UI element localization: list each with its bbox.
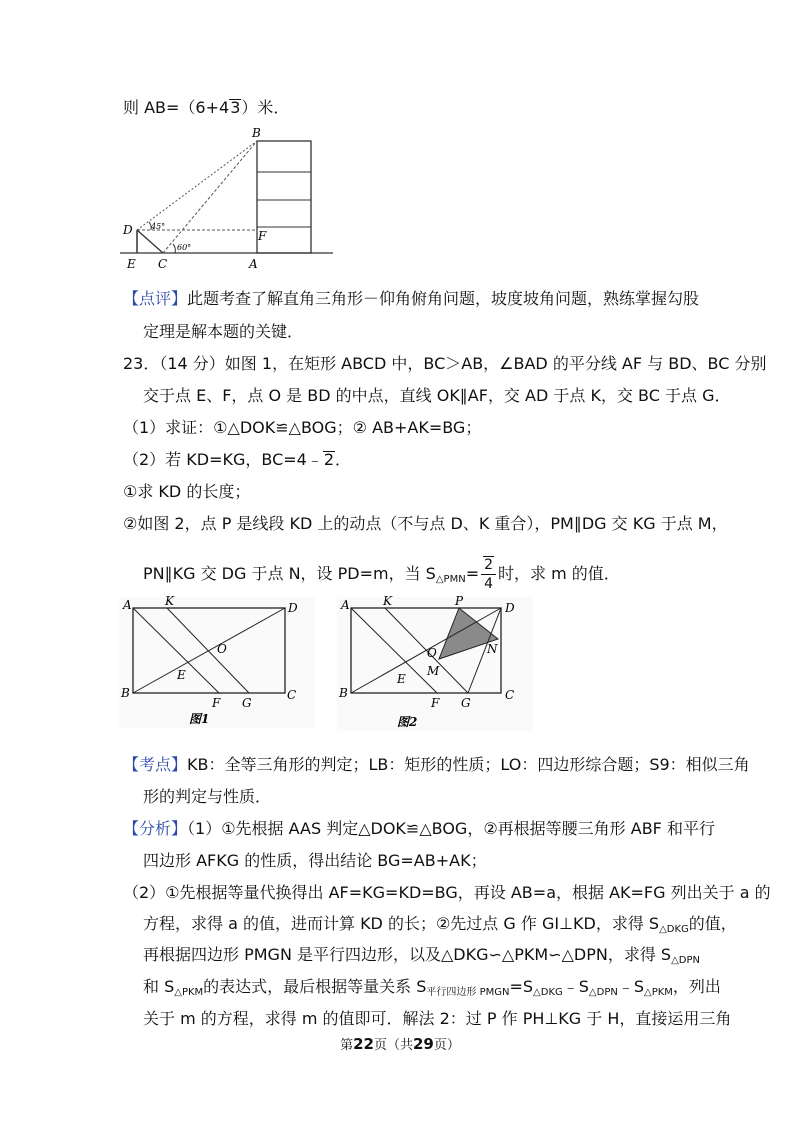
analysis-line-5: 再根据四边形 PMGN 是平行四边形，以及△DKG∽△PKM∽△DPN，求得 $S_{\triangle DPN}$ [143, 945, 700, 966]
question-1: ①求 KD 的长度； [123, 482, 251, 501]
fig1-label-d: D [288, 601, 298, 615]
fig1-label-e: E [177, 668, 186, 682]
question-2-line-2: PN∥KG 交 DG 于点 N，设 PD=m，当 $S_{\triangle PMN}=$ $\frac{2}{4}$ 时，求 m 的值． [143, 557, 620, 592]
page-total: 29 [413, 1035, 434, 1053]
fig1-label-b: B [121, 686, 130, 700]
label-d: D [123, 223, 133, 237]
fig2-caption: 图2 [397, 715, 418, 729]
answer-suffix: ）米． [241, 98, 290, 117]
fig2-label-f: F [431, 696, 440, 710]
sqrt-three: 3 [230, 98, 241, 117]
label-f: F [258, 229, 267, 243]
review-line-1: 【点评】此题考查了解直角三角形－仰角俯角问题，坡度坡角问题，熟练掌握勾股 [123, 289, 700, 308]
analysis-line-3: （2）①先根据等量代换得出 AF=KG=KD=BG，再设 AB=a，根据 AK=FG 列出关于 a 的 [123, 883, 771, 902]
page-footer: 第22页（共29页） [340, 1035, 460, 1053]
problem-line-1: 23．（14 分）如图 1，在矩形 ABCD 中，BC＞AB，∠BAD 的平分线 AF 与 BD、BC 分别 [123, 354, 767, 373]
kaodian-line-2: 形的判定与性质． [143, 787, 272, 806]
fig2-label-m: M [427, 664, 440, 678]
fig2-label-g: G [461, 696, 471, 710]
building-figure [115, 122, 340, 272]
label-e: E [127, 257, 136, 271]
answer-prefix: 则 AB=（6+4 [123, 98, 230, 117]
figure-2 [335, 595, 535, 735]
analysis-line-6: 和 $S_{\triangle PKM}$的表达式，最后根据等量关系 $S_{平行四边形 PMGN}=S_{\triangle DKG}﹣S_{\triangle DPN}﹣S_{\triangle PKM}$，列出 [143, 977, 721, 998]
fig2-label-n: N [487, 642, 498, 656]
angle-45-label: 45° [151, 222, 166, 231]
fig2-label-a: A [341, 598, 350, 612]
problem-part-2: （2）若 KD=KG，BC=4﹣2． [123, 450, 352, 469]
question-2-line-1: ②如图 2，点 P 是线段 KD 上的动点（不与点 D、K 重合），PM∥DG 交 KG 于点 M， [123, 514, 728, 533]
fig2-label-k: K [383, 595, 392, 608]
fig1-label-o: O [217, 642, 227, 656]
fig1-label-g: G [242, 696, 252, 710]
sqrt-two: 2 [323, 450, 335, 469]
analysis-line-4: 方程，求得 a 的值，进而计算 KD 的长；②先过点 G 作 GI⊥KD，求得 $S_{\triangle DKG}$的值， [143, 914, 737, 935]
fig2-label-d: D [505, 601, 515, 615]
kaodian-tag: 【考点】 [123, 755, 188, 774]
fig1-label-a: A [123, 598, 132, 612]
review-tag: 【点评】 [123, 289, 188, 308]
angle-60-label: 60° [177, 243, 192, 252]
page-number: 22 [353, 1035, 374, 1053]
fraction-sqrt2-over-4: $\frac{2}{4}$ [481, 556, 496, 593]
fig2-label-b: B [339, 686, 348, 700]
problem-part-1: （1）求证：①△DOK≌△BOG；② AB+AK=BG； [123, 418, 482, 437]
label-b: B [252, 126, 261, 140]
problem-line-2: 交于点 E、F，点 O 是 BD 的中点，直线 OK∥AF，交 AD 于点 K，交 BC 于点 G． [143, 386, 731, 405]
fig1-caption: 图1 [189, 712, 210, 726]
fig2-label-p: P [455, 595, 464, 608]
label-c: C [158, 257, 168, 271]
analysis-tag: 【分析】 [123, 819, 188, 838]
label-a: A [249, 257, 258, 271]
review-line-2: 定理是解本题的关键． [143, 322, 304, 341]
analysis-line-2: 四边形 AFKG 的性质，得出结论 BG=AB+AK； [143, 851, 487, 870]
figure-1 [117, 595, 317, 730]
analysis-line-1: 【分析】（1）①先根据 AAS 判定△DOK≌△BOG，②再根据等腰三角形 ABF 和平行 [123, 819, 715, 838]
fig1-label-c: C [287, 688, 297, 702]
kaodian-line-1: 【考点】KB：全等三角形的判定；LB：矩形的性质；LO：四边形综合题；S9：相似三角 [123, 755, 750, 774]
fig1-label-f: F [212, 696, 221, 710]
analysis-line-7: 关于 m 的方程，求得 m 的值即可．解法 2：过 P 作 PH⊥KG 于 H，直接运用三角 [143, 1009, 732, 1028]
fig2-label-e: E [397, 672, 406, 686]
fig2-label-c: C [505, 688, 515, 702]
fig2-label-o: O [427, 646, 437, 660]
answer-line [123, 98, 289, 118]
fig1-label-k: K [165, 595, 174, 608]
